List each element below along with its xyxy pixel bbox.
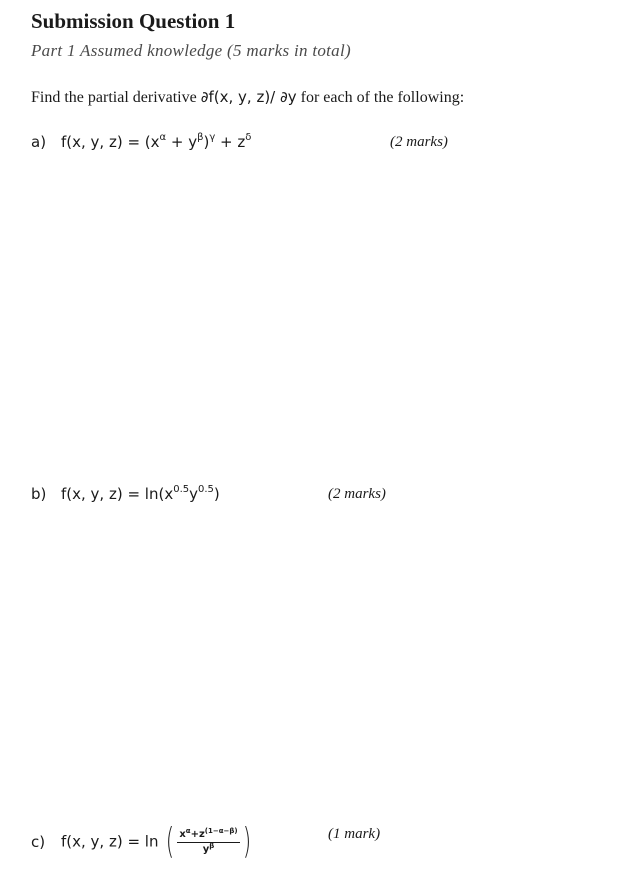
question-b-marks: (2 marks) [328, 486, 386, 502]
question-b-lhs: f(x, y, z) = [61, 485, 145, 503]
fraction-denominator: $y^\beta$ [202, 841, 215, 855]
instruction-math: ∂f(x, y, z)/ ∂y [200, 88, 297, 106]
question-a-lhs: f(x, y, z) = [61, 133, 145, 151]
left-paren: ( [166, 821, 175, 862]
question-c-lhs: f(x, y, z) = [61, 832, 145, 851]
page-title: Submission Question 1 [31, 9, 236, 33]
question-b [31, 485, 220, 503]
page-subtitle: Part 1 Assumed knowledge (5 marks in total) [31, 41, 351, 60]
question-c-label: c) [31, 832, 46, 851]
question-c [31, 821, 254, 862]
question-c-marks: (1 mark) [328, 826, 381, 842]
right-paren: ) [242, 821, 251, 862]
question-c-fraction-group [163, 821, 253, 862]
question-b-rhs: $\ln(x^{0.5}y^{0.5})$ [144, 484, 220, 503]
question-c-ln: ln [144, 832, 159, 851]
instruction [31, 88, 464, 107]
question-b-label: b) [31, 485, 47, 503]
fraction-numerator: $x^\alpha+z^{(1-\alpha-\beta)}$ [177, 829, 239, 843]
instruction-before: Find the partial derivative [31, 89, 201, 106]
question-a-marks: (2 marks) [390, 134, 448, 150]
question-a-rhs: $(x^\alpha + y^\beta)^\gamma + z^\delta$ [144, 132, 252, 151]
question-a [31, 133, 251, 151]
question-c-fraction [177, 826, 239, 856]
instruction-after: for each of the following: [296, 89, 465, 106]
question-a-label: a) [31, 133, 47, 151]
